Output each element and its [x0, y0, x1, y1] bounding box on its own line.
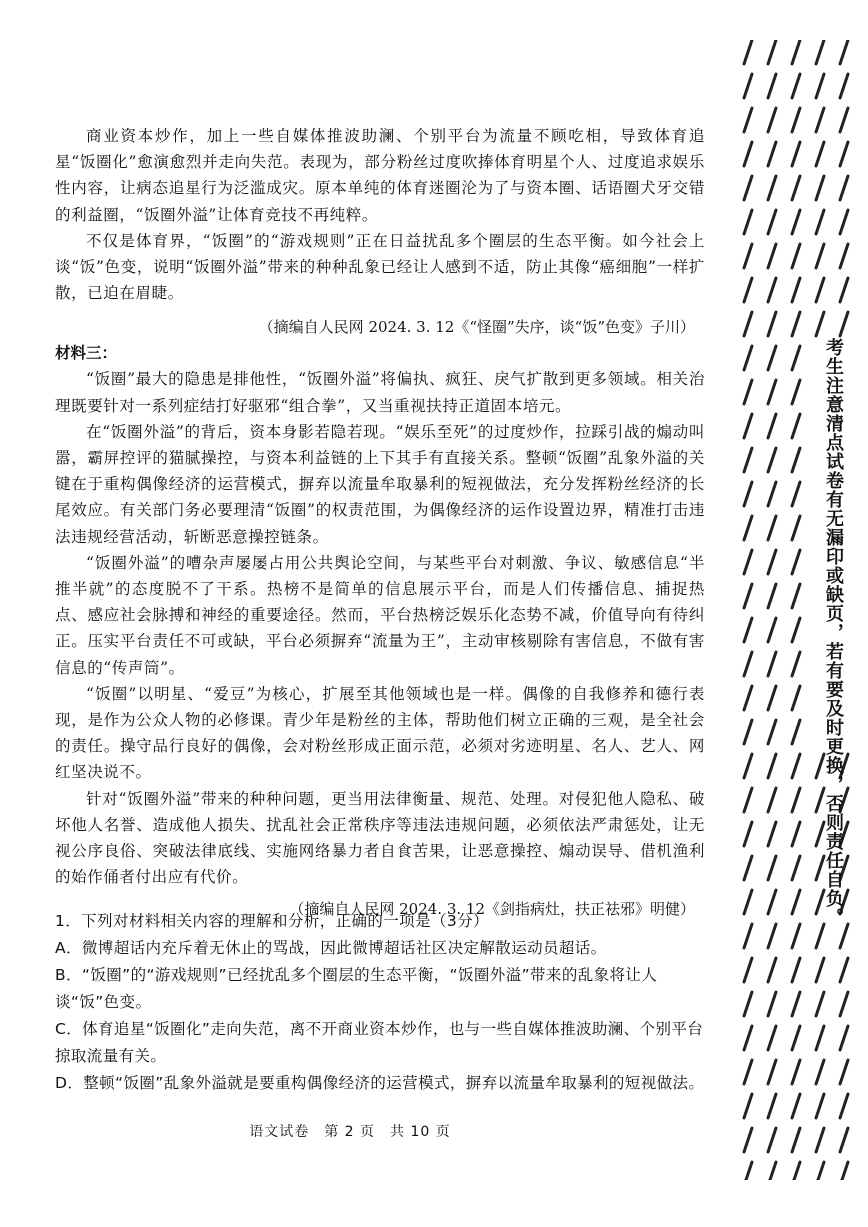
slash-mark	[744, 210, 752, 234]
slash-mark	[744, 1094, 752, 1118]
option-b[interactable]: B．“饭圈”的“游戏规则”已经扰乱多个圈层的生态平衡，“饭圈外溢”带来的乱象将让人谈“饭”色变。	[55, 966, 658, 1011]
slash-mark	[792, 482, 800, 506]
slash-mark	[792, 754, 800, 778]
slash-mark	[792, 686, 800, 710]
slash-mark	[744, 482, 752, 506]
option-d[interactable]: D．整顿“饭圈”乱象外溢就是要重构偶像经济的运营模式，摒弃以流量牟取暴利的短视做法。	[55, 1074, 705, 1092]
slash-mark	[744, 754, 752, 778]
slash-mark	[792, 312, 800, 336]
slash-mark	[744, 142, 752, 166]
slash-mark	[744, 1026, 752, 1050]
slash-mark	[792, 448, 800, 472]
slash-mark	[792, 278, 800, 302]
slash-mark	[792, 380, 800, 404]
passage-top	[55, 123, 705, 922]
slash-mark	[792, 822, 800, 846]
slash-mark	[840, 1094, 848, 1118]
slash-mark	[768, 856, 776, 880]
source-citation: （摘编自人民网 2024. 3. 12《剑指病灶，扶正祛邪》明健）	[289, 900, 695, 919]
slash-mark	[768, 108, 776, 132]
slash-mark	[840, 1162, 848, 1180]
slash-mark	[816, 244, 824, 268]
slash-mark	[840, 108, 848, 132]
slash-mark	[792, 1162, 800, 1180]
paragraph: “饭圈”最大的隐患是排他性，“饭圈外溢”将偏执、疯狂、戾气扩散到更多领域。相关治理既要针对一系列症结打好驱邪“组合拳”，又当重视扶持正道固本培元。	[55, 370, 705, 415]
slash-mark	[792, 890, 800, 914]
slash-mark	[744, 584, 752, 608]
slash-mark	[840, 244, 848, 268]
option-a[interactable]: A．微博超话内充斥着无休止的骂战，因此微博超话社区决定解散运动员超话。	[55, 939, 607, 957]
slash-mark	[744, 414, 752, 438]
slash-mark	[816, 1128, 824, 1152]
material-heading: 材料三：	[55, 343, 118, 363]
slash-mark	[768, 244, 776, 268]
slash-mark	[816, 210, 824, 234]
slash-mark	[768, 210, 776, 234]
slash-mark	[744, 958, 752, 982]
slash-mark	[816, 958, 824, 982]
slash-mark	[840, 176, 848, 200]
slash-mark	[816, 176, 824, 200]
slash-mark	[744, 176, 752, 200]
slash-mark	[792, 924, 800, 948]
slash-mark	[744, 312, 752, 336]
slash-mark	[792, 856, 800, 880]
slash-mark	[816, 1094, 824, 1118]
slash-mark	[768, 584, 776, 608]
slash-mark	[744, 74, 752, 98]
slash-mark	[792, 788, 800, 812]
slash-mark	[792, 1026, 800, 1050]
slash-mark	[768, 822, 776, 846]
slash-mark	[744, 924, 752, 948]
slash-mark	[792, 720, 800, 744]
slash-mark	[792, 346, 800, 370]
slash-mark	[792, 142, 800, 166]
slash-mark	[768, 1060, 776, 1084]
slash-mark	[768, 40, 776, 64]
slash-mark	[792, 176, 800, 200]
slash-mark	[768, 652, 776, 676]
slash-mark	[816, 142, 824, 166]
binding-margin-slashes	[738, 40, 868, 1180]
slash-mark	[744, 346, 752, 370]
slash-mark	[768, 720, 776, 744]
slash-mark	[792, 210, 800, 234]
slash-mark	[768, 754, 776, 778]
paragraph: 针对“饭圈外溢”带来的种种问题，更当用法律衡量、规范、处理。对侵犯他人隐私、破坏他人名誉、造成他人损失、扰乱社会正常秩序等违法违规问题，必须依法严肃惩处，让无视公序良俗、突破法律底线、实施网络暴力者自食苦果，让恶意操控、煽动误导、借机渔利的始作俑者付出应有代价。	[55, 789, 705, 887]
slash-mark	[768, 516, 776, 540]
slash-mark	[816, 40, 824, 64]
slash-mark	[792, 550, 800, 574]
slash-mark	[744, 686, 752, 710]
slash-mark	[840, 210, 848, 234]
paragraph: 不仅是体育界，“饭圈”的“游戏规则”正在日益扰乱多个圈层的生态平衡。如今社会上谈“饭”色变，说明“饭圈外溢”带来的种种乱象已经让人感到不适，防止其像“癌细胞”一样扩散，已迫在眉睫。	[55, 231, 705, 303]
slash-mark	[744, 40, 752, 64]
slash-mark	[768, 448, 776, 472]
slash-mark	[768, 142, 776, 166]
slash-mark	[816, 1026, 824, 1050]
slash-mark	[768, 1128, 776, 1152]
slash-mark	[792, 618, 800, 642]
slash-mark	[744, 278, 752, 302]
slash-mark	[768, 482, 776, 506]
slash-mark	[840, 958, 848, 982]
slash-mark	[744, 992, 752, 1016]
slash-mark	[816, 992, 824, 1016]
slash-mark	[744, 822, 752, 846]
slash-mark	[792, 414, 800, 438]
slash-mark	[792, 1094, 800, 1118]
paragraph: “饭圈外溢”的嘈杂声屡屡占用公共舆论空间，与某些平台对刺激、争议、敏感信息“半推半就”的态度脱不了干系。热榜不是简单的信息展示平台，而是人们传播信息、捕捉热点、感应社会脉搏和神经的重要途径。然而，平台热榜泛娱乐化态势不减，价值导向有待纠正。压实平台责任不可或缺，平台必须摒弃“流量为王”，主动审核剔除有害信息，不做有害信息的“传声筒”。	[55, 553, 705, 677]
slash-mark	[840, 992, 848, 1016]
paragraph: “饭圈”以明星、“爱豆”为核心，扩展至其他领域也是一样。偶像的自我修养和德行表现，是作为公众人物的必修课。青少年是粉丝的主体，帮助他们树立正确的三观，是全社会的责任。操守品行良好的偶像，会对粉丝形成正面示范，必须对劣迹明星、名人、艺人、网红坚决说不。	[55, 684, 705, 782]
slash-mark	[816, 278, 824, 302]
slash-mark	[744, 380, 752, 404]
slash-mark	[816, 1060, 824, 1084]
slash-mark	[768, 924, 776, 948]
slash-mark	[792, 958, 800, 982]
slash-mark	[744, 788, 752, 812]
slash-mark	[744, 1060, 752, 1084]
slash-mark	[744, 720, 752, 744]
slash-mark	[768, 414, 776, 438]
slash-mark	[840, 924, 848, 948]
slash-mark	[744, 1162, 752, 1180]
slash-mark	[840, 1026, 848, 1050]
slash-mark	[768, 1026, 776, 1050]
slash-mark	[744, 1128, 752, 1152]
slash-mark	[792, 244, 800, 268]
slash-mark	[816, 924, 824, 948]
margin-note: 考生注意清点试卷有无漏印或缺页，若有要及时更换，否则责任自负。	[823, 338, 844, 927]
slash-mark	[792, 1060, 800, 1084]
slash-mark	[768, 890, 776, 914]
slash-mark	[768, 312, 776, 336]
slash-mark	[792, 584, 800, 608]
slash-mark	[840, 40, 848, 64]
slash-mark	[768, 550, 776, 574]
slash-mark	[768, 278, 776, 302]
slash-mark	[768, 74, 776, 98]
slash-mark	[840, 74, 848, 98]
slash-mark	[744, 890, 752, 914]
slash-mark	[744, 618, 752, 642]
slash-mark	[840, 1128, 848, 1152]
slash-mark	[744, 516, 752, 540]
source-citation: （摘编自人民网 2024. 3. 12《“怪圈”失序，谈“饭”色变》子川）	[258, 318, 695, 337]
slash-mark	[768, 958, 776, 982]
question-stem: 1．下列对材料相关内容的理解和分析，正确的一项是（3分）	[55, 912, 489, 930]
page-footer: 语文试卷 第 2 页 共 10 页	[249, 1124, 451, 1140]
slash-mark	[792, 108, 800, 132]
slash-mark	[768, 346, 776, 370]
slash-mark	[816, 1162, 824, 1180]
slash-mark	[768, 380, 776, 404]
slash-mark	[840, 312, 848, 336]
slash-mark	[768, 176, 776, 200]
paragraph: 在“饭圈外溢”的背后，资本身影若隐若现。“娱乐至死”的过度炒作，拉踩引战的煽动叫嚣，霸屏控评的猫腻操控，与资本利益链的上下其手有直接关系。整顿“饭圈”乱象外溢的关键在于重构偶像经济的运营模式，摒弃以流量牟取暴利的短视做法，充分发挥粉丝经济的长尾效应。有关部门务必要理清“饭圈”的权责范围，为偶像经济的运作设置边界，精准打击违法违规经营活动，斩断恶意操控链条。	[55, 422, 705, 546]
slash-mark	[816, 108, 824, 132]
slash-mark	[792, 40, 800, 64]
slash-mark	[816, 312, 824, 336]
slash-mark	[816, 74, 824, 98]
slash-mark	[744, 108, 752, 132]
slash-mark	[744, 652, 752, 676]
slash-mark	[792, 74, 800, 98]
option-c[interactable]: C．体育追星“饭圈化”走向失范，离不开商业资本炒作，也与一些自媒体推波助澜、个别平台掠取流量有关。	[55, 1020, 704, 1065]
slash-mark	[768, 618, 776, 642]
slash-mark	[768, 686, 776, 710]
slash-mark	[744, 550, 752, 574]
slash-mark	[768, 992, 776, 1016]
slash-mark	[792, 992, 800, 1016]
slash-mark	[840, 142, 848, 166]
slash-mark	[744, 856, 752, 880]
slash-mark	[768, 788, 776, 812]
slash-mark	[792, 516, 800, 540]
paragraph: 商业资本炒作，加上一些自媒体推波助澜、个别平台为流量不顾吃相，导致体育追星“饭圈化”愈演愈烈并走向失范。表现为，部分粉丝过度吹捧体育明星个人、过度追求娱乐性内容，让病态追星行为泛滥成灾。原本单纯的体育迷圈沦为了与资本圈、话语圈犬牙交错的利益圈，“饭圈外溢”让体育竞技不再纯粹。	[55, 127, 705, 224]
slash-mark	[768, 1162, 776, 1180]
slash-mark	[744, 448, 752, 472]
question-1	[55, 908, 705, 1097]
slash-mark	[840, 1060, 848, 1084]
slash-mark	[840, 278, 848, 302]
slash-mark	[768, 1094, 776, 1118]
slash-mark	[744, 244, 752, 268]
slash-mark	[792, 1128, 800, 1152]
slash-mark	[792, 652, 800, 676]
